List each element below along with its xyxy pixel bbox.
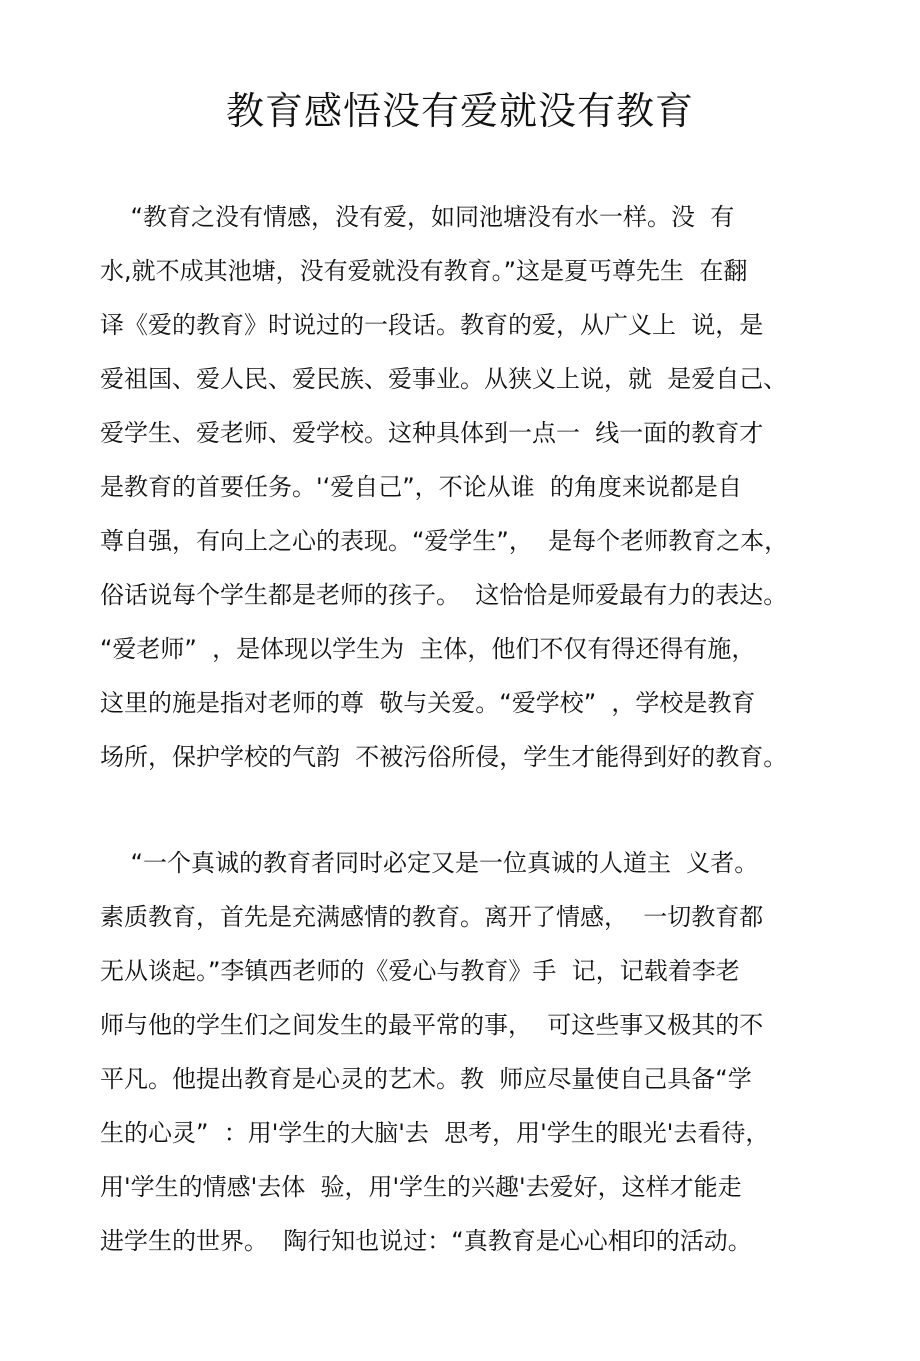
- paragraph-line: 平凡。他提出教育是心灵的艺术。教 师应尽量使自己具备“学: [100, 1065, 752, 1093]
- page-title: 教育感悟没有爱就没有教育: [225, 89, 694, 133]
- paragraph-line: 是教育的首要任务。'‘爱自己”，不论从谁 的角度来说都是自: [100, 473, 742, 501]
- paragraph-line: “一个真诚的教育者同时必定又是一位真诚的人道主 义者。: [100, 849, 759, 877]
- paragraph-line: 用'学生的情感'去体 验，用'学生的兴趣'去爱好，这样才能走: [100, 1173, 742, 1201]
- paragraph-line: “教育之没有情感，没有爱，如同池塘没有水一样。没 有: [100, 203, 735, 231]
- paragraph-line: “爱老师” ，是体现以学生为 主体，他们不仅有得还得有施，: [100, 635, 756, 663]
- paragraph-line: 这里的施是指对老师的尊 敬与关爱。“爱学校” ，学校是教育: [100, 689, 756, 717]
- paragraph-line: 爱祖国、爱人民、爱民族、爱事业。从狭义上说，就 是爱自己、: [100, 365, 788, 393]
- paragraph-line: 俗话说每个学生都是老师的孩子。 这恰恰是师爱最有力的表达。: [100, 581, 788, 609]
- paragraph-line: 师与他的学生们之间发生的最平常的事， 可这些事又极其的不: [100, 1011, 764, 1039]
- paragraph-line: 无从谈起。”李镇西老师的《爱心与教育》手 记，记载着李老: [100, 957, 740, 985]
- paragraph-line: 生的心灵” ：用'学生的大脑'去 思考，用'学生的眼光'去看待，: [100, 1119, 770, 1147]
- paragraph-line: 素质教育，首先是充满感情的教育。离开了情感， 一切教育都: [100, 903, 764, 931]
- paragraph-line: 场所，保护学校的气韵 不被污俗所侵，学生才能得到好的教育。: [100, 743, 788, 771]
- paragraph-line: 尊自强，有向上之心的表现。“爱学生”， 是每个老师教育之本，: [100, 527, 789, 555]
- paragraph-line: 译《爱的教育》时说过的一段话。教育的爱，从广义上 说，是: [100, 311, 764, 339]
- paragraph-line: 爱学生、爱老师、爱学校。这种具体到一点一 线一面的教育才: [100, 419, 764, 447]
- paragraph-line: 进学生的世界。 陶行知也说过：“真教育是心心相印的活动。: [100, 1227, 752, 1255]
- paragraph-line: 水,就不成其池塘，没有爱就没有教育。”这是夏丐尊先生 在翻: [100, 257, 748, 285]
